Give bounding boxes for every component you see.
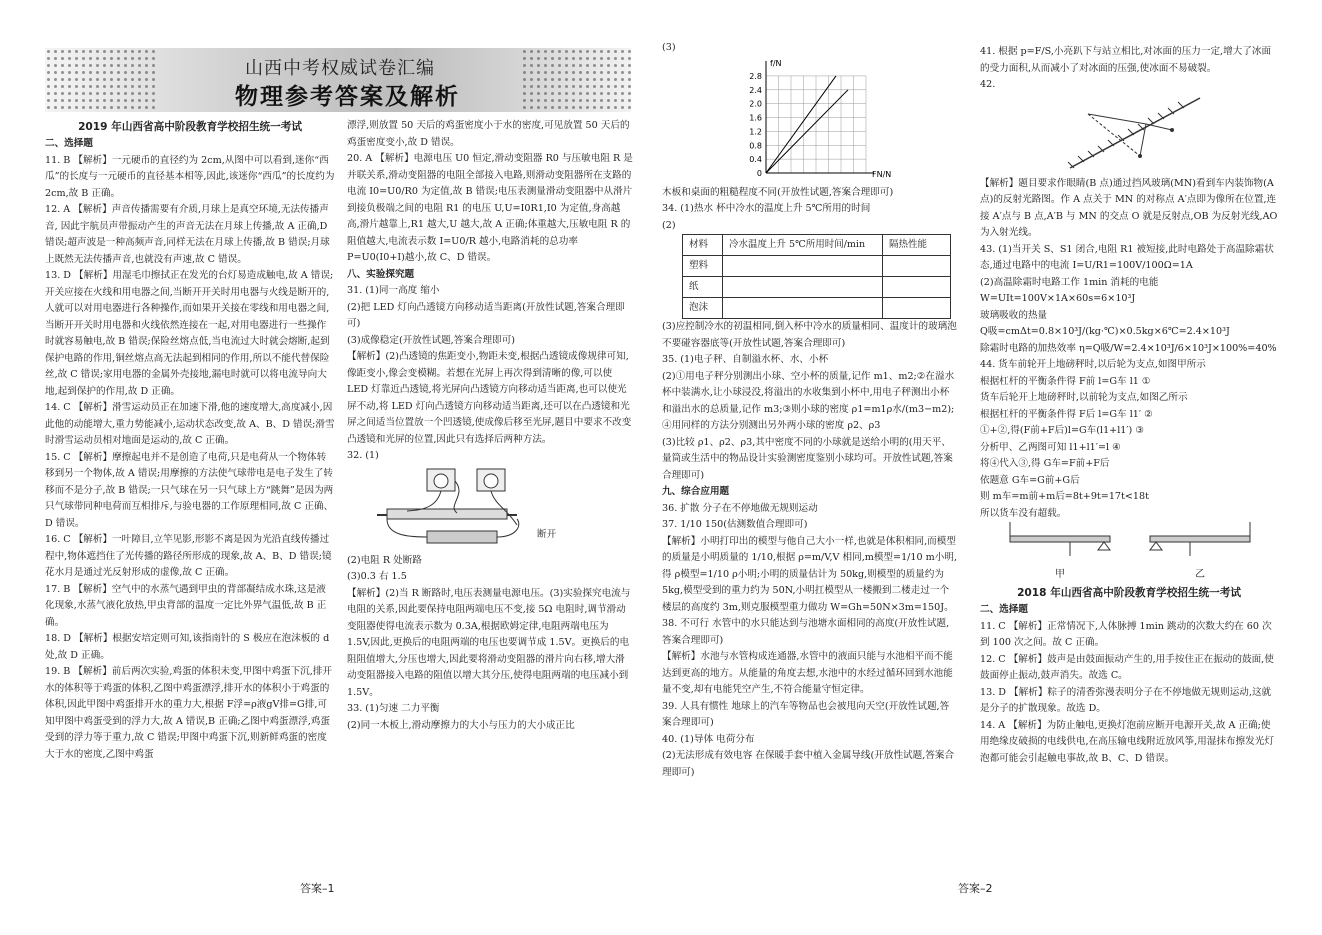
table-header: 冷水温度上升 5℃所用时间/min <box>723 235 883 256</box>
answer-item: 16. C 【解析】一叶障目,立竿见影,形影不离是因为光沿直线传播过程中,物体遮挡住了光传播的路径所形成的现象,故 A、B、D 错误;镜花水月是通过光反射形成的虚像,故 C 正确。 <box>45 534 332 579</box>
column-3 <box>662 40 958 781</box>
answer-item: 43. (1)当开关 S、S1 闭合,电阻 R1 被短接,此时电路处于高温除霜状态,通过电路中的电流 I=U/R1=100V/100Ω=1A <box>980 243 1274 271</box>
answer-item: 37. 1/10 150(估测数值合理即可) <box>662 519 808 530</box>
answer-item: (3)成像稳定(开放性试题,答案合理即可) <box>347 334 516 346</box>
section-heading: 八、实验探究题 <box>347 268 415 280</box>
answer-item: 11. C 【解析】正常情况下,人体脉搏 1min 跳动的次数大约在 60 次到 100 次之间。故 C 正确。 <box>980 620 1272 649</box>
header-title: 物理参考答案及解析 <box>235 84 460 110</box>
table-cell: 纸 <box>683 277 723 298</box>
figure-label-yi: 乙 <box>1195 569 1205 580</box>
answer-item: (2) <box>662 219 676 231</box>
answer-item: 38. 不可行 水管中的水只能达到与池塘水面相同的高度(开放性试题,答案合理即可) <box>662 618 950 646</box>
figure-label-jia: 甲 <box>1055 569 1065 580</box>
table-row <box>683 298 951 319</box>
answer-item: 12. C 【解析】鼓声是由鼓面振动产生的,用手按住正在振动的鼓面,使鼓面停止振动,鼓声消失。故选 C。 <box>980 653 1274 682</box>
answer-item: 则 m车=m前+m后=8t+9t=17t<18t <box>980 491 1149 502</box>
table-row <box>683 256 951 277</box>
y-tick-label: 2.4 <box>749 85 762 95</box>
figure-label: (3) <box>662 42 676 53</box>
answer-item: 玻璃吸收的热量 <box>980 309 1048 321</box>
friction-chart <box>662 57 958 185</box>
y-tick-label: 2.8 <box>749 71 762 81</box>
answer-item: 18. D 【解析】根据安培定则可知,该指南针的 S 极应在泡沫板的 d 处,故 D 正确。 <box>45 633 330 661</box>
answer-item: 14. A 【解析】为防止触电,更换灯泡前应断开电源开关,故 A 正确;使用绝缘皮破损的电线供电,在高压输电线附近放风筝,用湿抹布擦发光灯泡都可能会引起触电事故,故 B、C、D 错误。 <box>980 719 1274 764</box>
table-cell: 塑料 <box>683 256 723 277</box>
exam-title-2019: 2019 年山西省高中阶段教育学校招生统一考试 <box>78 121 302 133</box>
answer-item: (3)应控制冷水的初温相同,倒入杯中冷水的质量相同、温度计的玻璃泡不要碰容器底等(开放性试题,答案合理即可) <box>662 321 957 349</box>
lever-diagrams <box>980 522 1270 570</box>
answer-item: (2)无法形成有效电容 在保暖手套中植入金属导线(开放性试题,答案合理即可) <box>662 750 955 778</box>
answer-item: 42. <box>980 79 996 90</box>
answer-item: 漂浮,则放置 50 天后的鸡蛋密度小于水的密度,可见放置 50 天后的鸡蛋密度变小,故 D 错误。 <box>347 120 630 148</box>
section-heading: 九、综合应用题 <box>662 486 730 497</box>
answer-item: 40. (1)导体 电荷分布 <box>662 733 755 745</box>
answer-item: 木板和桌面的粗糙程度不同(开放性试题,答案合理即可) <box>662 186 894 198</box>
answer-item: 分析甲、乙两图可知 l1+l1′=l ④ <box>980 441 1121 453</box>
answer-item: 根据杠杆的平衡条件得 F后 l=G车 l1′ ② <box>980 408 1153 420</box>
table-header-row <box>683 235 951 256</box>
answer-item: (3)比较 ρ1、ρ2、ρ3,其中密度不同的小球就是送给小明的(用天平、量筒或生活中的物品设计实验测密度鉴别小球均可。开放性试题,答案合理即可) <box>662 436 953 481</box>
header-subtitle: 山西中考权威试卷汇编 <box>245 58 435 79</box>
answer-item: (2)高温除霜时电路工作 1min 消耗的电能 <box>980 276 1159 288</box>
answer-item: 【解析】(2)当 R 断路时,电压表测量电源电压。(3)实验探究电流与电阻的关系,因此要保持电阻两端电压不变,接 5Ω 电阻时,调节滑动变阻器使得电流表示数为 0.3A,根据欧姆定律,电阻两端电压为 1.5V,因此,更换后的电阻两端的电压也要调节成 1.5V。更换后的电阻阻值增大,分压也增大,因此要将滑动变阻器的滑片向右移,增大滑动变阻器接入电路的阻值以增大其分压,使得电阻两端的电压减小到 1.5V。 <box>347 587 631 698</box>
answer-item: 35. (1)电子秤、自制溢水杯、水、小杯 <box>662 354 829 365</box>
answer-item: 19. B 【解析】前后两次实验,鸡蛋的体积未变,甲图中鸡蛋下沉,排开水的体积等于鸡蛋的体积,乙图中鸡蛋漂浮,排开水的体积小于鸡蛋的体积,因此甲图中鸡蛋排开水的重力大,根据 F浮=ρ液gV排=G排,可知甲图中鸡蛋受到的浮力大,故 A 错误,B 正确;乙图中鸡蛋漂浮,鸡蛋受到的浮力等于重力,故 C 错误;甲图中鸡蛋下沉,则新鲜鸡蛋的密度大于水的密度,乙图中鸡蛋 <box>45 666 332 760</box>
section-heading: 二、选择题 <box>45 138 93 150</box>
y-tick-label: 1.6 <box>749 113 762 123</box>
answer-item: ④用同样的方法分别测出另外两小球的密度 ρ2、ρ3 <box>662 420 881 431</box>
answer-item: 17. B 【解析】空气中的水蒸气遇到甲虫的背部凝结成水珠,这是液化现象,水蒸气液化放热,甲虫背部的温度一定比外界气温低,故 B 正确。 <box>45 583 327 628</box>
answer-item: 除霜时电路的加热效率 η=Q吸/W=2.4×10³J/6×10³J×100%=40% <box>980 342 1277 354</box>
answer-item: 【解析】水池与水管构成连通器,水管中的液面只能与水池相平而不能达到更高的地方。从能量的角度去想,水池中的水经过循环回到水池能量不变,却有电能凭空产生,不符合能量守恒定律。 <box>662 651 953 695</box>
answer-item: W=UIt=100V×1A×60s=6×10³J <box>980 293 1136 304</box>
answer-item: 根据杠杆的平衡条件得 F前 l=G车 l1 ① <box>980 375 1151 387</box>
answer-item: 所以货车没有超载。 <box>980 507 1067 519</box>
answer-item: 【解析】(2)凸透镜的焦距变小,物距未变,根据凸透镜成像规律可知,像距变小,像会变模糊。若想在光屏上再次得到清晰的像,可以使 LED 灯靠近凸透镜,将光屏向凸透镜方向移动适当距离,也可以使光屏不动,将 LED 灯向凸透镜方向移动适当距离,还可以在凸透镜和光屏之间适当位置放一个凹透镜,使成像后移至光屏,题目中要求不改变凸透镜和光屏的位置,因此只有选择后两种方法。 <box>347 351 632 445</box>
answer-item: Q吸=cmΔt=0.8×10³J/(kg·℃)×0.5kg×6℃=2.4×10³J <box>980 326 1230 337</box>
answer-item: (2)①用电子秤分别测出小球、空小杯的质量,记作 m1、m2;②在溢水杯中装满水,让小球浸没,将溢出的水收集到小杯中,用电子秤测出小杯和溢出水的总质量,记作 m3;③则小球的密度 ρ1=m1ρ水/(m3−m2); <box>662 370 955 415</box>
answer-item: 12. A 【解析】声音传播需要有介质,月球上是真空环境,无法传播声音, 因此宇航员声带振动产生的声音无法在月球上传播,故 A 正确,D 错误;超声波是一种高频声音,同样无法在月球上传播,故 B 错误;月球上既然无法传播声音,也就没有声速,故 C 错误。 <box>45 204 330 265</box>
table-cell: 泡沫 <box>683 298 723 319</box>
answer-item: ①+②,得(F前+F后)l=G车(l1+l1′) ③ <box>980 425 1144 436</box>
reflection-figure <box>980 94 1278 176</box>
dot-pattern-right <box>521 48 631 112</box>
answer-item: 将④代入③,得 G车=F前+F后 <box>980 458 1110 469</box>
chart-svg <box>732 57 892 183</box>
y-tick-label: 0.8 <box>749 140 762 150</box>
y-tick-label: 1.2 <box>749 126 762 136</box>
answer-item: (2)同一木板上,滑动摩擦力的大小与压力的大小成正比 <box>347 719 575 731</box>
answer-item: 36. 扩散 分子在不停地做无规则运动 <box>662 502 818 514</box>
reflection-diagram <box>1060 94 1220 176</box>
table-header: 隔热性能 <box>883 235 951 256</box>
circuit-label: 断开 <box>537 528 557 540</box>
answer-item: 34. (1)热水 杯中冷水的温度上升 5℃所用的时间 <box>662 203 871 214</box>
y-tick-label: 2.0 <box>749 99 762 109</box>
answer-item: 11. B 【解析】一元硬币的直径约为 2cm,从图中可以看到,迷你“西瓜”的长度与一元硬币的直径基本相等,因此,该迷你“西瓜”的长度约为 2cm,故 B 正确。 <box>45 154 335 199</box>
dot-pattern-left <box>45 48 155 112</box>
table-row <box>683 277 951 298</box>
answer-item: 依题意 G车=G前+G后 <box>980 474 1080 486</box>
materials-table <box>682 234 951 319</box>
answer-item: 14. C 【解析】滑雪运动员正在加速下滑,他的速度增大,高度减小,因此他的动能增大,重力势能减小,运动状态改变,故 A、B、D 错误;滑雪时滑雪运动员相对地面是运动的,故 C 正确。 <box>45 402 335 447</box>
answer-item: 33. (1)匀速 二力平衡 <box>347 703 440 714</box>
answer-item: 13. D 【解析】用湿毛巾擦拭正在发光的台灯易造成触电,故 A 错误;开关应接在火线和用电器之间,当断开开关时用电器与火线是断开的,人就可以对用电器进行各种操作,而如果开关接在零线和用电器之间,当断开开关时用电器和火线依然连接在一起,对用电器进行一些操作时就容易触电,故 B 错误;保险丝熔点低,当电流过大时就会熔断,起到保护电路的作用,铜丝熔点高无法起到相同的作用,所以不能代替保险丝,故 C 错误;家用电器的金属外壳接地,漏电时就可以将电流导向大地,起到保护的作用,故 D 正确。 <box>45 270 334 397</box>
answer-item: (2)把 LED 灯向凸透镜方向移动适当距离(开放性试题,答案合理即可) <box>347 301 625 329</box>
column-4 <box>980 44 1278 767</box>
answer-item: (3)0.3 右 1.5 <box>347 571 407 582</box>
y-tick-label: 0.4 <box>749 154 762 164</box>
answer-item: 20. A 【解析】电源电压 U0 恒定,滑动变阻器 R0 与压敏电阻 R 是并联关系,滑动变阻器的电阻全部接入电路,则滑动变阻器所在支路的电流 I0=U0/R0 为定值,故 B 错误;电压表测量滑动变阻器中从滑片到接负极端之间的电阻 R1 的电压 U,U=I0R1,I0 为定值,身高越高,滑片越靠上,R1 越大,U 越大,故 A 正确;体重越大,压敏电阻 R 的阻值越大,电流表示数 I=U0/R 越小,电路消耗的总功率 P=U0(I0+I)越小,故 C、D 错误。 <box>347 153 633 263</box>
answer-item: 【解析】题目要求作眼睛(B 点)通过挡风玻璃(MN)看到车内装饰物(A 点)的反射光路图。作 A 点关于 MN 的对称点 A′点即为像所在位置,连接 A′点与 B 点,A′B 与 MN 的交点 O 就是反射点,OB 为反射光线,AO 为入射光线。 <box>980 177 1278 238</box>
table-header: 材料 <box>683 235 723 256</box>
section-heading: 二、选择题 <box>980 604 1028 616</box>
answer-item: 32. (1) <box>347 450 379 461</box>
header-banner <box>45 48 631 112</box>
answer-item: 【解析】小明打印出的模型与他自己大小一样,也就是体积相同,而模型的质量是小明质量的 1/10,根据 ρ=m/V,V 相同,m模型=1/10 m小明,得 ρ模型=1/10 ρ小明;小明的质量估计为 50kg,则模型的质量约为 5kg,模型受到的重力约为 50N,小明扛模型从一楼搬到二楼走过一个楼层的高度约 3m,则克服模型重力做功 W=Gh=50N×3m=150J。 <box>662 535 957 613</box>
x-axis-label: FN/N <box>872 169 892 179</box>
series-line <box>766 75 836 172</box>
circuit-figure <box>347 465 633 553</box>
lever-figures <box>980 522 1278 584</box>
column-2 <box>347 118 633 734</box>
answer-item: 15. C 【解析】摩擦起电并不是创造了电荷,只是电荷从一个物体转移到另一个物体,故 A 错误;用摩擦的方法使气球带电是电子发生了转移而不是分子,故 B 错误;一只气球在另一只气球上方“跳舞”是因为两只气球带同种电荷而互相排斥,与验电器的工作原理相同,故 C 正确、D 错误。 <box>45 451 334 529</box>
column-1 <box>45 118 335 763</box>
answer-item: 44. 货车前轮开上地磅秤时,以后轮为支点,如图甲所示 <box>980 359 1206 370</box>
answer-item: (2)电阻 R 处断路 <box>347 554 422 566</box>
answer-item: 31. (1)同一高度 缩小 <box>347 285 440 296</box>
answer-item: 货车后轮开上地磅秤时,以前轮为支点,如图乙所示 <box>980 392 1188 403</box>
answer-item: 41. 根据 p=F/S,小亮趴下与站立相比,对冰面的压力一定,增大了冰面的受力面积,从而减小了对冰面的压强,使冰面不易破裂。 <box>980 46 1272 74</box>
page-footer: 答案–1 <box>300 882 335 895</box>
page-footer: 答案–2 <box>958 882 993 895</box>
answer-item: 39. 人具有惯性 地球上的汽车等物品也会被甩向天空(开放性试题,答案合理即可) <box>662 700 950 728</box>
exam-title-2018: 2018 年山西省高中阶段教育学校招生统一考试 <box>1017 587 1241 599</box>
y-tick-label: 0 <box>756 168 762 178</box>
y-axis-label: f/N <box>770 58 782 68</box>
answer-item: 13. D 【解析】粽子的清香弥漫表明分子在不停地做无规则运动,这就是分子的扩散现象。故选 D。 <box>980 686 1272 715</box>
